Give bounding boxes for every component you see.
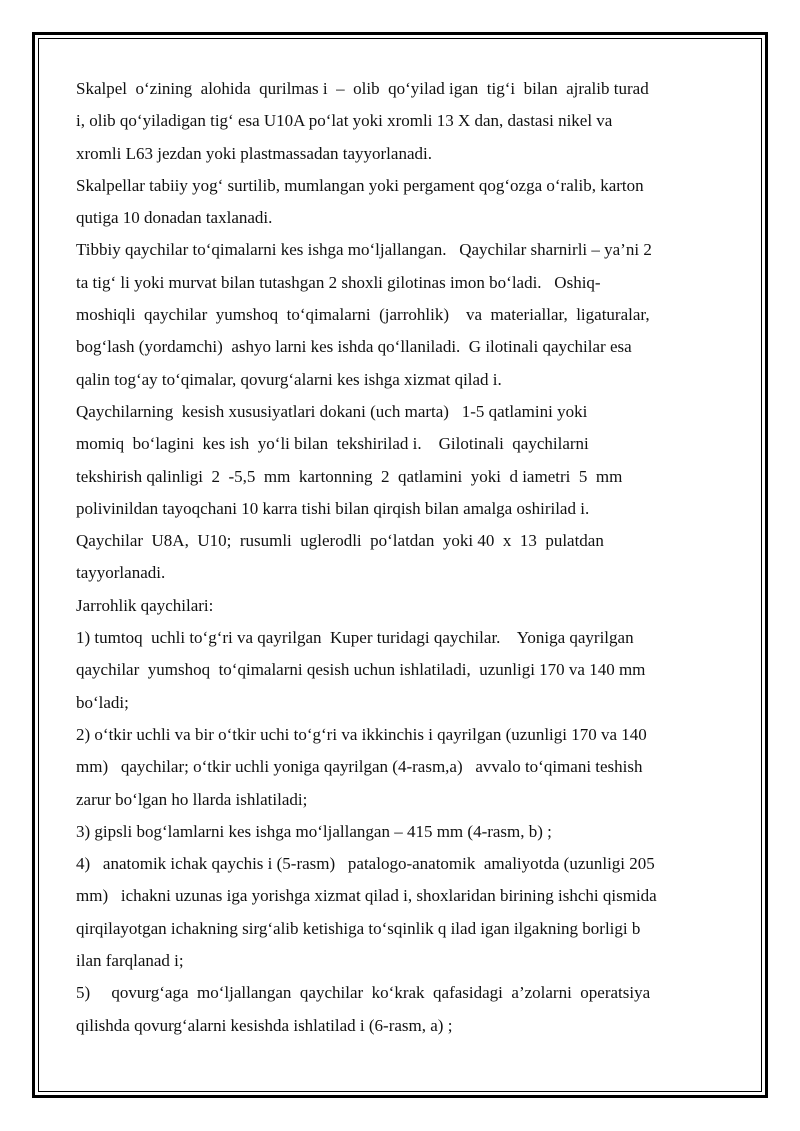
text-line: Jarrohlik qaychilari: xyxy=(76,595,214,615)
text-line: qaychilar yumshoq to‘qimalarni qesish uchun ishlatiladi, uzunligi 170 va 140 mm xyxy=(76,660,646,680)
text-line: momiq bo‘lagini kes ish yo‘li bilan tekshirilad i. Gilotinali qaychilarni xyxy=(76,434,589,454)
text-line: ta tig‘ li yoki murvat bilan tutashgan 2 shoxli gilotinas imon bo‘ladi. Oshiq- xyxy=(76,272,601,292)
text-line: tekshirish qalinligi 2 -5,5 mm kartonning 2 qatlamini yoki d iametri 5 mm xyxy=(76,466,623,486)
text-line: tayyorlanadi. xyxy=(76,563,166,583)
text-line: mm) ichakni uzunas iga yorishga xizmat qilad i, shoxlaridan birining ishchi qismida xyxy=(76,886,657,906)
text-line: Skalpellar tabiiy yog‘ surtilib, mumlangan yoki pergament qog‘ozga o‘ralib, karton xyxy=(76,175,644,195)
text-line: qilishda qovurg‘alarni kesishda ishlatilad i (6-rasm, a) ; xyxy=(76,1015,453,1035)
text-line: moshiqli qaychilar yumshoq to‘qimalarni (jarrohlik) va materiallar, ligaturalar, xyxy=(76,305,650,325)
text-line: Qaychilarning kesish xususiyatlari dokani (uch marta) 1-5 qatlamini yoki xyxy=(76,401,588,421)
text-line: 3) gipsli bog‘lamlarni kes ishga mo‘ljallangan – 415 mm (4-rasm, b) ; xyxy=(76,821,552,841)
text-line: Skalpel o‘zining alohida qurilmas i – olib qo‘yilad igan tig‘i bilan ajralib turad xyxy=(76,79,649,98)
text-line: Qaychilar U8A, U10; rusumli uglerodli po‘latdan yoki 40 x 13 pulatdan xyxy=(76,531,604,551)
text-line: xromli L63 jezdan yoki plastmassadan tayyorlanadi. xyxy=(76,143,432,163)
text-line: i, olib qo‘yiladigan tig‘ esa U10A po‘lat yoki xromli 13 X dan, dastasi nikel va xyxy=(76,111,613,131)
text-line: zarur bo‘lgan ho llarda ishlatiladi; xyxy=(76,789,308,809)
text-line: qalin tog‘ay to‘qimalar, qovurg‘alarni kes ishga xizmat qilad i. xyxy=(76,369,502,389)
text-line: Tibbiy qaychilar to‘qimalarni kes ishga mo‘ljallangan. Qaychilar sharnirli – ya’ni 2 xyxy=(76,240,652,260)
document-body xyxy=(76,73,724,1042)
text-line: mm) qaychilar; o‘tkir uchli yoniga qayrilgan (4-rasm,a) avvalo to‘qimani teshish xyxy=(76,757,643,777)
text-line: bo‘ladi; xyxy=(76,692,129,712)
text-line: 1) tumtoq uchli to‘g‘ri va qayrilgan Kuper turidagi qaychilar. Yoniga qayrilgan xyxy=(76,628,634,648)
text-line: 4) anatomik ichak qaychis i (5-rasm) patalogo-anatomik amaliyotda (uzunligi 205 xyxy=(76,854,655,874)
text-line: polivinildan tayoqchani 10 karra tishi bilan qirqish bilan amalga oshirilad i. xyxy=(76,498,590,518)
text-line: qutiga 10 donadan taxlanadi. xyxy=(76,208,273,228)
text-line: 2) o‘tkir uchli va bir o‘tkir uchi to‘g‘ri va ikkinchis i qayrilgan (uzunligi 170 va 140 xyxy=(76,724,647,744)
text-line: bog‘lash (yordamchi) ashyo larni kes ishda qo‘llaniladi. G ilotinali qaychilar esa xyxy=(76,337,632,357)
text-line: ilan farqlanad i; xyxy=(76,951,184,971)
text-line: qirqilayotgan ichakning sirg‘alib ketishiga to‘sqinlik q ilad igan ilgakning borligi b xyxy=(76,918,641,938)
text-line: 5) qovurg‘aga mo‘ljallangan qaychilar ko‘krak qafasidagi a’zolarni operatsiya xyxy=(76,983,651,1003)
